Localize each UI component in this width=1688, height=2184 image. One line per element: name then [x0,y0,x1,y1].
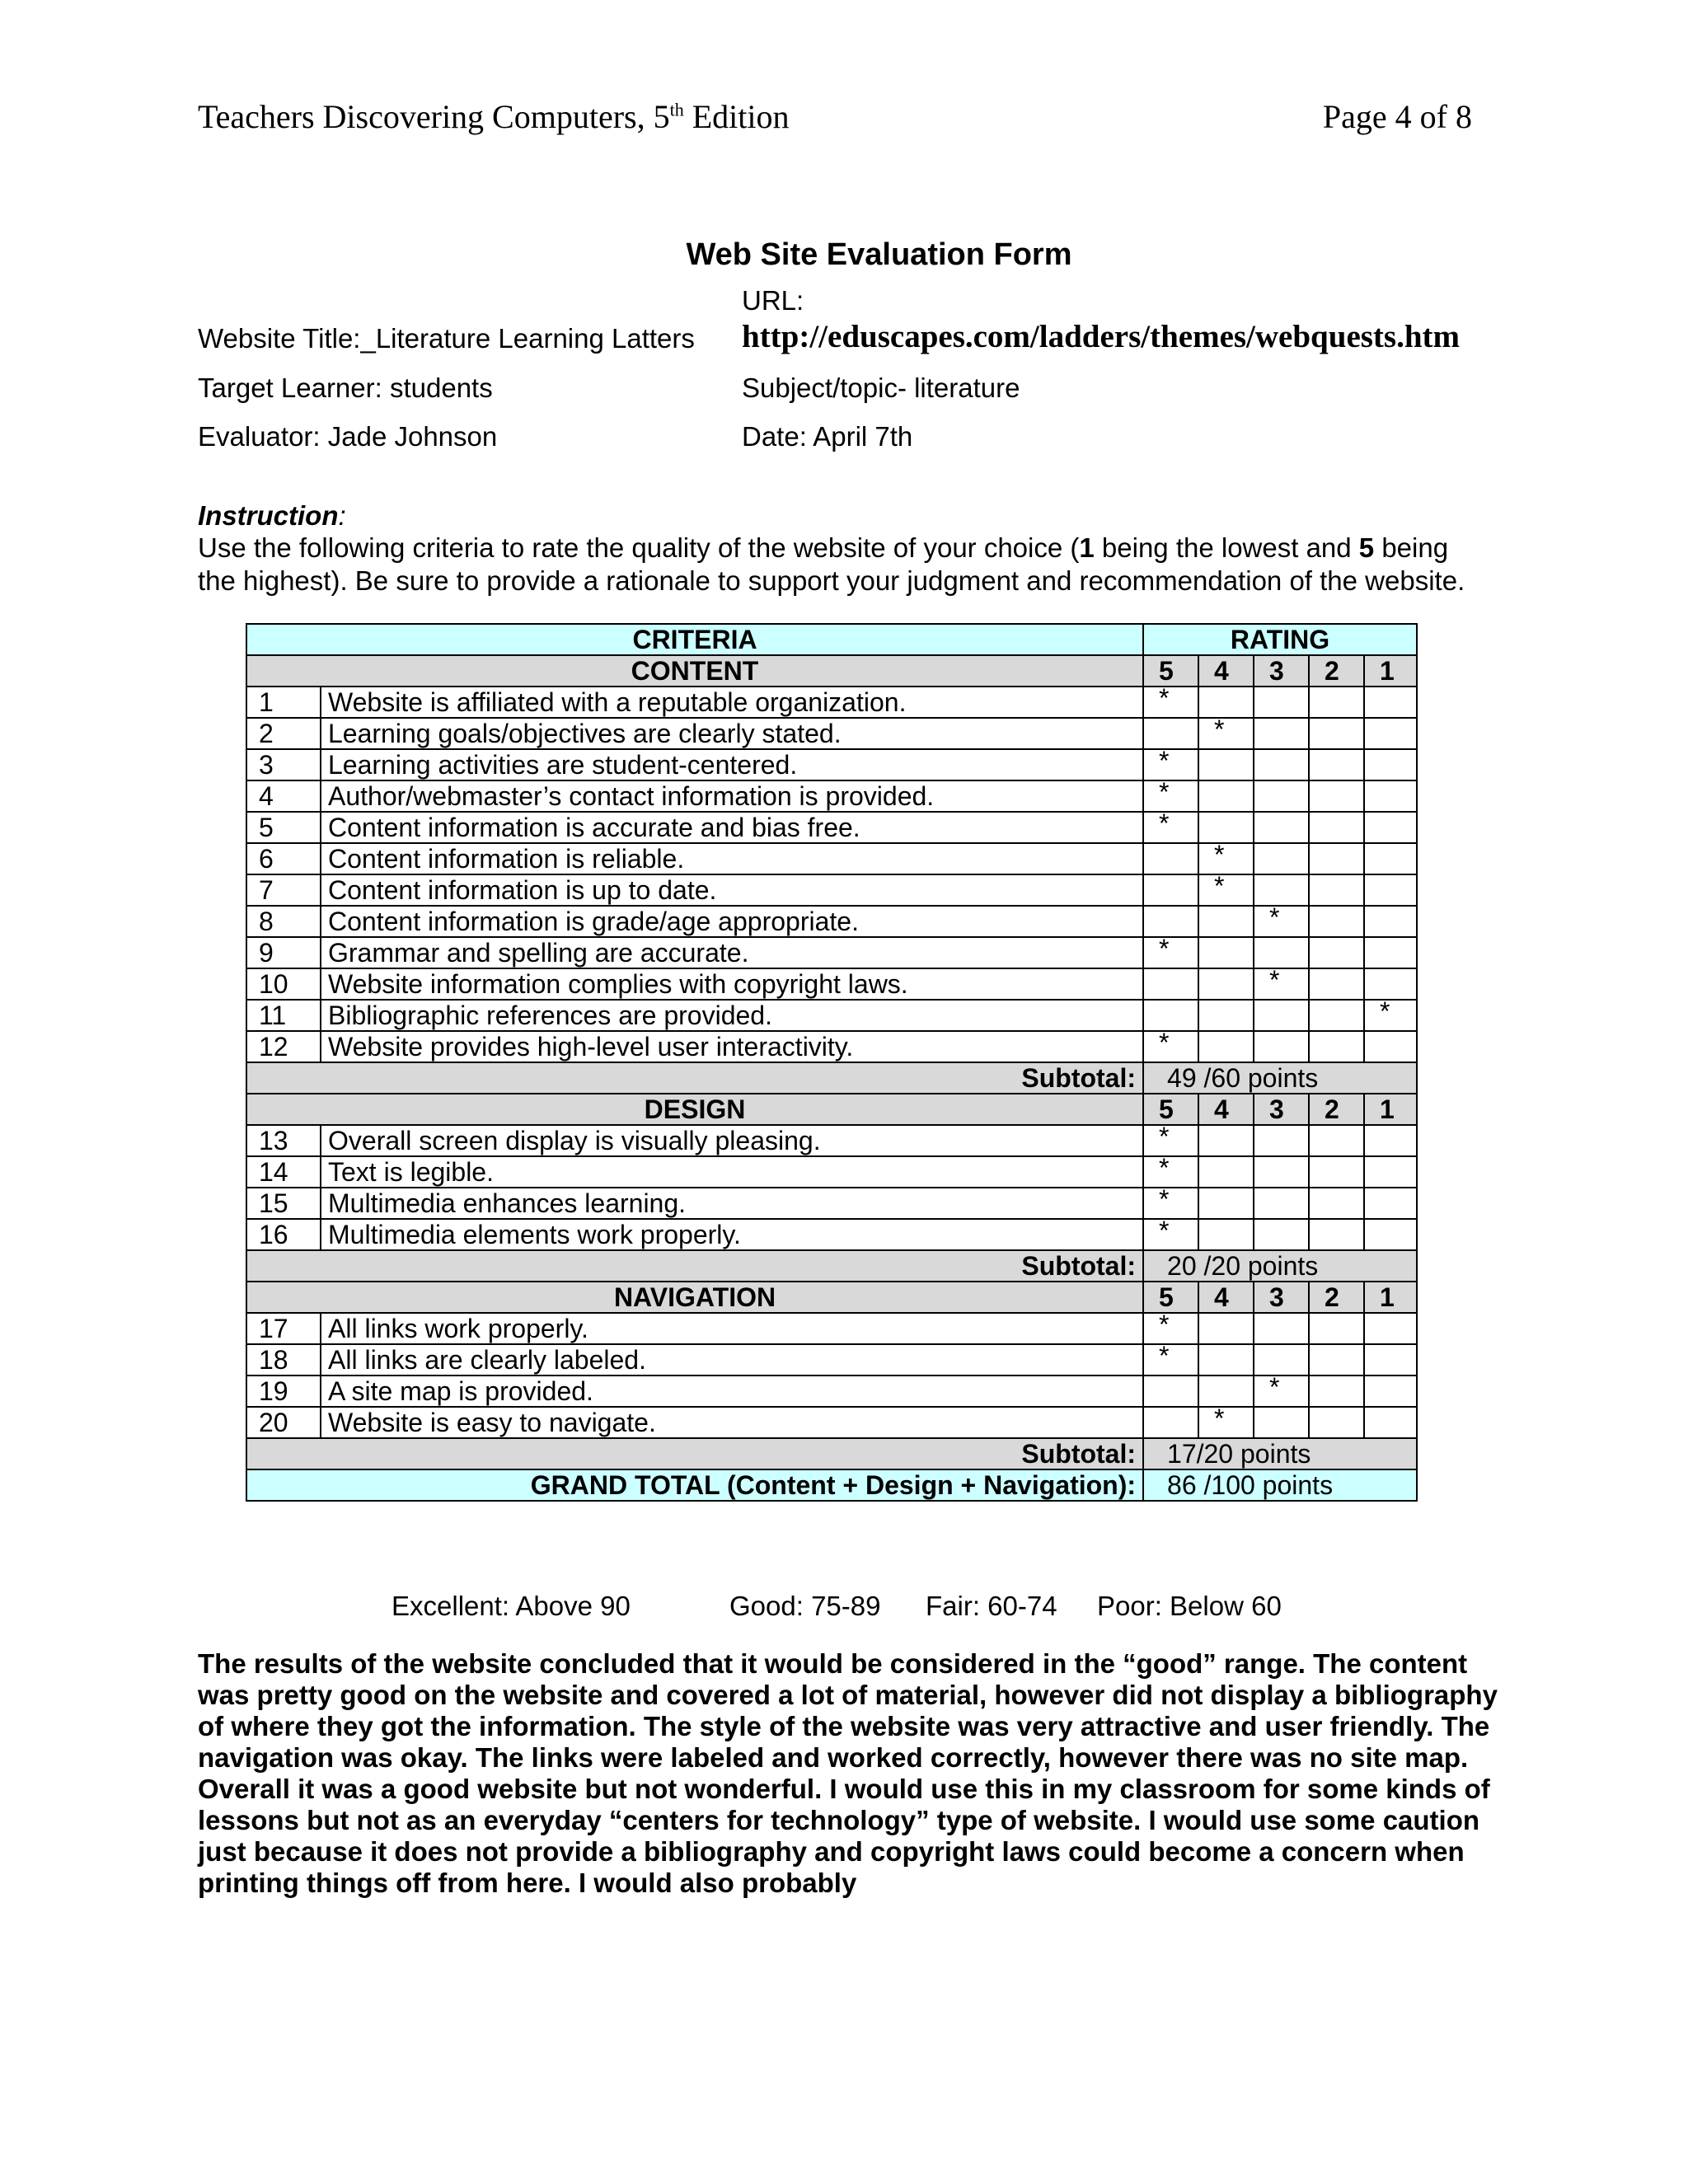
scale-good: Good: 75-89 [729,1591,881,1621]
rating-cell [1198,749,1254,780]
criteria-row [246,1313,1417,1344]
criteria-number: 13 [246,1125,321,1156]
book-title-main: Teachers Discovering Computers, 5 [198,98,670,135]
criteria-row [246,1344,1417,1376]
rating-cell [1309,843,1364,874]
rating-cell [1198,1125,1254,1156]
date-field: Date: April 7th [742,421,913,452]
criteria-number: 9 [246,937,321,968]
rating-scale-label: 3 [1254,1282,1309,1313]
url-value: http://eduscapes.com/ladders/themes/webquests.htm [742,319,1461,354]
rating-mark: * [1364,1000,1417,1031]
criteria-number: 16 [246,1219,321,1250]
grand-total-row [246,1469,1417,1501]
rating-cell [1198,1000,1254,1031]
instruction-label-text: Instruction [198,500,339,531]
rating-cell [1198,937,1254,968]
rating-mark: * [1198,718,1254,749]
rating-cell [1254,1031,1309,1062]
instruction-highest-value: 5 [1358,532,1375,563]
url-label: URL: [742,285,804,316]
rating-cell [1364,843,1417,874]
rating-scale-label: 4 [1198,1282,1254,1313]
rating-cell [1198,1156,1254,1188]
rating-cell [1309,1188,1364,1219]
rating-cell [1364,1376,1417,1407]
rating-mark: * [1143,1219,1198,1250]
evaluator-field: Evaluator: Jade Johnson [198,421,498,452]
rating-cell [1309,1156,1364,1188]
rating-cell [1364,1188,1417,1219]
criteria-row [246,1376,1417,1407]
rating-cell [1364,780,1417,812]
section-title: CONTENT [246,655,1143,687]
rating-cell [1309,1407,1364,1438]
rating-scale-label: 3 [1254,655,1309,687]
rating-cell [1143,1407,1198,1438]
rating-cell [1198,1188,1254,1219]
scale-excellent: Excellent: Above 90 [392,1591,631,1621]
criteria-number: 17 [246,1313,321,1344]
criteria-text: Content information is up to date. [321,874,1143,906]
criteria-text: Content information is reliable. [321,843,1143,874]
criteria-number: 7 [246,874,321,906]
rating-cell [1309,780,1364,812]
subject-topic-field: Subject/topic- literature [742,373,1020,403]
rating-cell [1309,812,1364,843]
subtotal-row [246,1250,1417,1282]
criteria-row [246,749,1417,780]
criteria-row [246,812,1417,843]
criteria-text: Author/webmaster’s contact information is provided. [321,780,1143,812]
rating-scale-label: 5 [1143,1094,1198,1125]
criteria-text: Grammar and spelling are accurate. [321,937,1143,968]
rating-cell [1143,1000,1198,1031]
rating-scale-label: 1 [1364,655,1417,687]
page-number: Page 4 of 8 [1322,98,1472,135]
scale-fair: Fair: 60-74 [926,1591,1057,1621]
rating-cell [1198,1313,1254,1344]
rating-cell [1364,1031,1417,1062]
criteria-row [246,1156,1417,1188]
rating-cell [1254,1219,1309,1250]
rating-cell [1309,906,1364,937]
criteria-row [246,718,1417,749]
criteria-row [246,780,1417,812]
instruction-lowest-value: 1 [1079,532,1095,563]
rating-cell [1309,1000,1364,1031]
rating-cell [1364,687,1417,718]
rating-mark: * [1143,1156,1198,1188]
criteria-number: 20 [246,1407,321,1438]
criteria-row [246,968,1417,1000]
rating-cell [1143,718,1198,749]
rating-cell [1254,1000,1309,1031]
section-title: NAVIGATION [246,1282,1143,1313]
rating-scale-label: 3 [1254,1094,1309,1125]
criteria-row [246,843,1417,874]
criteria-row [246,1219,1417,1250]
criteria-number: 11 [246,1000,321,1031]
rating-cell [1364,749,1417,780]
criteria-number: 1 [246,687,321,718]
rating-mark: * [1143,1125,1198,1156]
target-learner-field: Target Learner: students [198,373,493,403]
rating-cell [1198,687,1254,718]
rating-scale-label: 5 [1143,655,1198,687]
rating-mark: * [1143,1313,1198,1344]
rating-cell [1309,1376,1364,1407]
instruction-text [198,532,1492,598]
rating-cell [1198,1219,1254,1250]
rating-cell [1254,812,1309,843]
criteria-text: Website information complies with copyright laws. [321,968,1143,1000]
rating-mark: * [1198,1407,1254,1438]
rating-cell [1143,843,1198,874]
criteria-row [246,1031,1417,1062]
rating-cell [1309,1219,1364,1250]
rating-cell [1364,718,1417,749]
rating-cell [1254,1344,1309,1376]
criteria-number: 10 [246,968,321,1000]
rating-cell [1309,937,1364,968]
book-title [198,97,790,136]
instruction-part-2: being the lowest and [1094,532,1359,563]
rating-cell [1254,749,1309,780]
criteria-text: Website is easy to navigate. [321,1407,1143,1438]
subtotal-row [246,1062,1417,1094]
rating-cell [1198,780,1254,812]
rating-cell [1254,1125,1309,1156]
rating-cell [1254,937,1309,968]
instruction-part-1: Use the following criteria to rate the quality of the website of your choice ( [198,532,1080,563]
criteria-text: Text is legible. [321,1156,1143,1188]
evaluation-table-body [246,624,1417,1501]
section-header-row [246,1094,1417,1125]
grand-total-label: GRAND TOTAL (Content + Design + Navigation): [246,1469,1143,1501]
subtotal-value: 20 /20 points [1143,1250,1417,1282]
rating-cell [1198,968,1254,1000]
rating-header: RATING [1143,624,1417,655]
grand-total-value: 86 /100 points [1143,1469,1417,1501]
criteria-row [246,687,1417,718]
criteria-text: Website provides high-level user interactivity. [321,1031,1143,1062]
criteria-text: A site map is provided. [321,1376,1143,1407]
criteria-text: Learning activities are student-centered. [321,749,1143,780]
criteria-text: Multimedia elements work properly. [321,1219,1143,1250]
rating-cell [1198,906,1254,937]
scale-poor: Poor: Below 60 [1097,1591,1282,1621]
rating-scale-label: 5 [1143,1282,1198,1313]
form-title: Web Site Evaluation Form [686,237,1072,272]
instruction-part-3: being the highest). Be sure to provide a rationale to support your judgment and recommendation of the website. [198,532,1465,596]
criteria-number: 8 [246,906,321,937]
section-header-row [246,1282,1417,1313]
rating-mark: * [1143,749,1198,780]
rating-cell [1254,843,1309,874]
subtotal-row [246,1438,1417,1469]
website-title-field: Website Title:_Literature Learning Latters [198,323,695,354]
rating-cell [1254,1188,1309,1219]
criteria-text: Website is affiliated with a reputable organization. [321,687,1143,718]
rating-scale-label: 4 [1198,1094,1254,1125]
rating-scale-label: 1 [1364,1282,1417,1313]
criteria-number: 18 [246,1344,321,1376]
rating-mark: * [1143,812,1198,843]
criteria-row [246,1188,1417,1219]
rating-cell [1254,874,1309,906]
section-header-row [246,655,1417,687]
rating-mark: * [1143,1344,1198,1376]
subtotal-label: Subtotal: [246,1062,1143,1094]
rating-cell [1198,1344,1254,1376]
rating-cell [1143,968,1198,1000]
evaluation-table [246,623,1418,1502]
rating-cell [1364,937,1417,968]
criteria-row [246,874,1417,906]
book-title-superscript: th [669,99,684,120]
criteria-number: 15 [246,1188,321,1219]
criteria-number: 3 [246,749,321,780]
book-title-suffix: Edition [683,98,790,135]
rating-cell [1364,1125,1417,1156]
rating-cell [1364,906,1417,937]
criteria-number: 12 [246,1031,321,1062]
subtotal-value: 17/20 points [1143,1438,1417,1469]
section-title: DESIGN [246,1094,1143,1125]
rating-mark: * [1143,937,1198,968]
rating-mark: * [1143,1031,1198,1062]
criteria-text: Multimedia enhances learning. [321,1188,1143,1219]
rating-cell [1309,718,1364,749]
rating-cell [1198,1031,1254,1062]
criteria-number: 19 [246,1376,321,1407]
rating-cell [1198,812,1254,843]
rating-cell [1309,687,1364,718]
rating-cell [1364,1344,1417,1376]
instruction-label-colon: : [338,500,346,531]
criteria-text: Overall screen display is visually pleasing. [321,1125,1143,1156]
rating-scale-label: 4 [1198,655,1254,687]
rating-mark: * [1143,1188,1198,1219]
rating-cell [1254,687,1309,718]
criteria-number: 2 [246,718,321,749]
criteria-text: All links are clearly labeled. [321,1344,1143,1376]
rating-cell [1309,968,1364,1000]
subtotal-value: 49 /60 points [1143,1062,1417,1094]
rating-cell [1309,1313,1364,1344]
criteria-header: CRITERIA [246,624,1143,655]
rating-mark: * [1254,906,1309,937]
criteria-row [246,1407,1417,1438]
rating-scale-label: 2 [1309,655,1364,687]
criteria-text: Bibliographic references are provided. [321,1000,1143,1031]
rating-scale-label: 1 [1364,1094,1417,1125]
subtotal-label: Subtotal: [246,1438,1143,1469]
rating-cell [1143,1376,1198,1407]
rating-cell [1254,1407,1309,1438]
rating-cell [1364,1156,1417,1188]
criteria-row [246,906,1417,937]
rating-mark: * [1198,843,1254,874]
rating-cell [1364,1407,1417,1438]
rating-mark: * [1198,874,1254,906]
criteria-number: 5 [246,812,321,843]
rating-cell [1364,874,1417,906]
criteria-text: Learning goals/objectives are clearly stated. [321,718,1143,749]
rating-cell [1254,718,1309,749]
evaluation-summary: The results of the website concluded that it would be considered in the “good” range. The content was pretty good on the website and covered a lot of material, however did not display a bibliography of where they got the information. The style of the website was very attractive and user friendly. The navigation was okay. The links were labeled and worked correctly, however there was no site map. Overall it was a good website but not wonderful. I would use this in my classroom for some kinds of lessons but not as an everyday “centers for technology” type of website. I would use some caution just because it does not provide a bibliography and copyright laws could become a concern when printing things off from here. I would also probably [198,1648,1498,1898]
rating-cell [1254,1156,1309,1188]
rating-cell [1309,1125,1364,1156]
rating-cell [1309,874,1364,906]
criteria-row [246,1125,1417,1156]
rating-cell [1309,1031,1364,1062]
rating-cell [1143,874,1198,906]
rating-cell [1143,906,1198,937]
criteria-row [246,937,1417,968]
instruction-label [198,500,346,532]
criteria-text: Content information is grade/age appropriate. [321,906,1143,937]
rating-cell [1364,968,1417,1000]
rating-cell [1364,812,1417,843]
table-header-row [246,624,1417,655]
rating-cell [1364,1313,1417,1344]
rating-mark: * [1143,780,1198,812]
criteria-number: 14 [246,1156,321,1188]
rating-mark: * [1254,968,1309,1000]
page-header [198,97,1472,147]
criteria-number: 6 [246,843,321,874]
rating-cell [1254,1313,1309,1344]
criteria-row [246,1000,1417,1031]
rating-cell [1364,1219,1417,1250]
rating-cell [1254,780,1309,812]
criteria-text: All links work properly. [321,1313,1143,1344]
criteria-number: 4 [246,780,321,812]
rating-mark: * [1143,687,1198,718]
rating-mark: * [1254,1376,1309,1407]
rating-scale-label: 2 [1309,1094,1364,1125]
criteria-text: Content information is accurate and bias free. [321,812,1143,843]
rating-cell [1198,1376,1254,1407]
subtotal-label: Subtotal: [246,1250,1143,1282]
rating-cell [1309,749,1364,780]
rating-cell [1309,1344,1364,1376]
rating-scale-label: 2 [1309,1282,1364,1313]
